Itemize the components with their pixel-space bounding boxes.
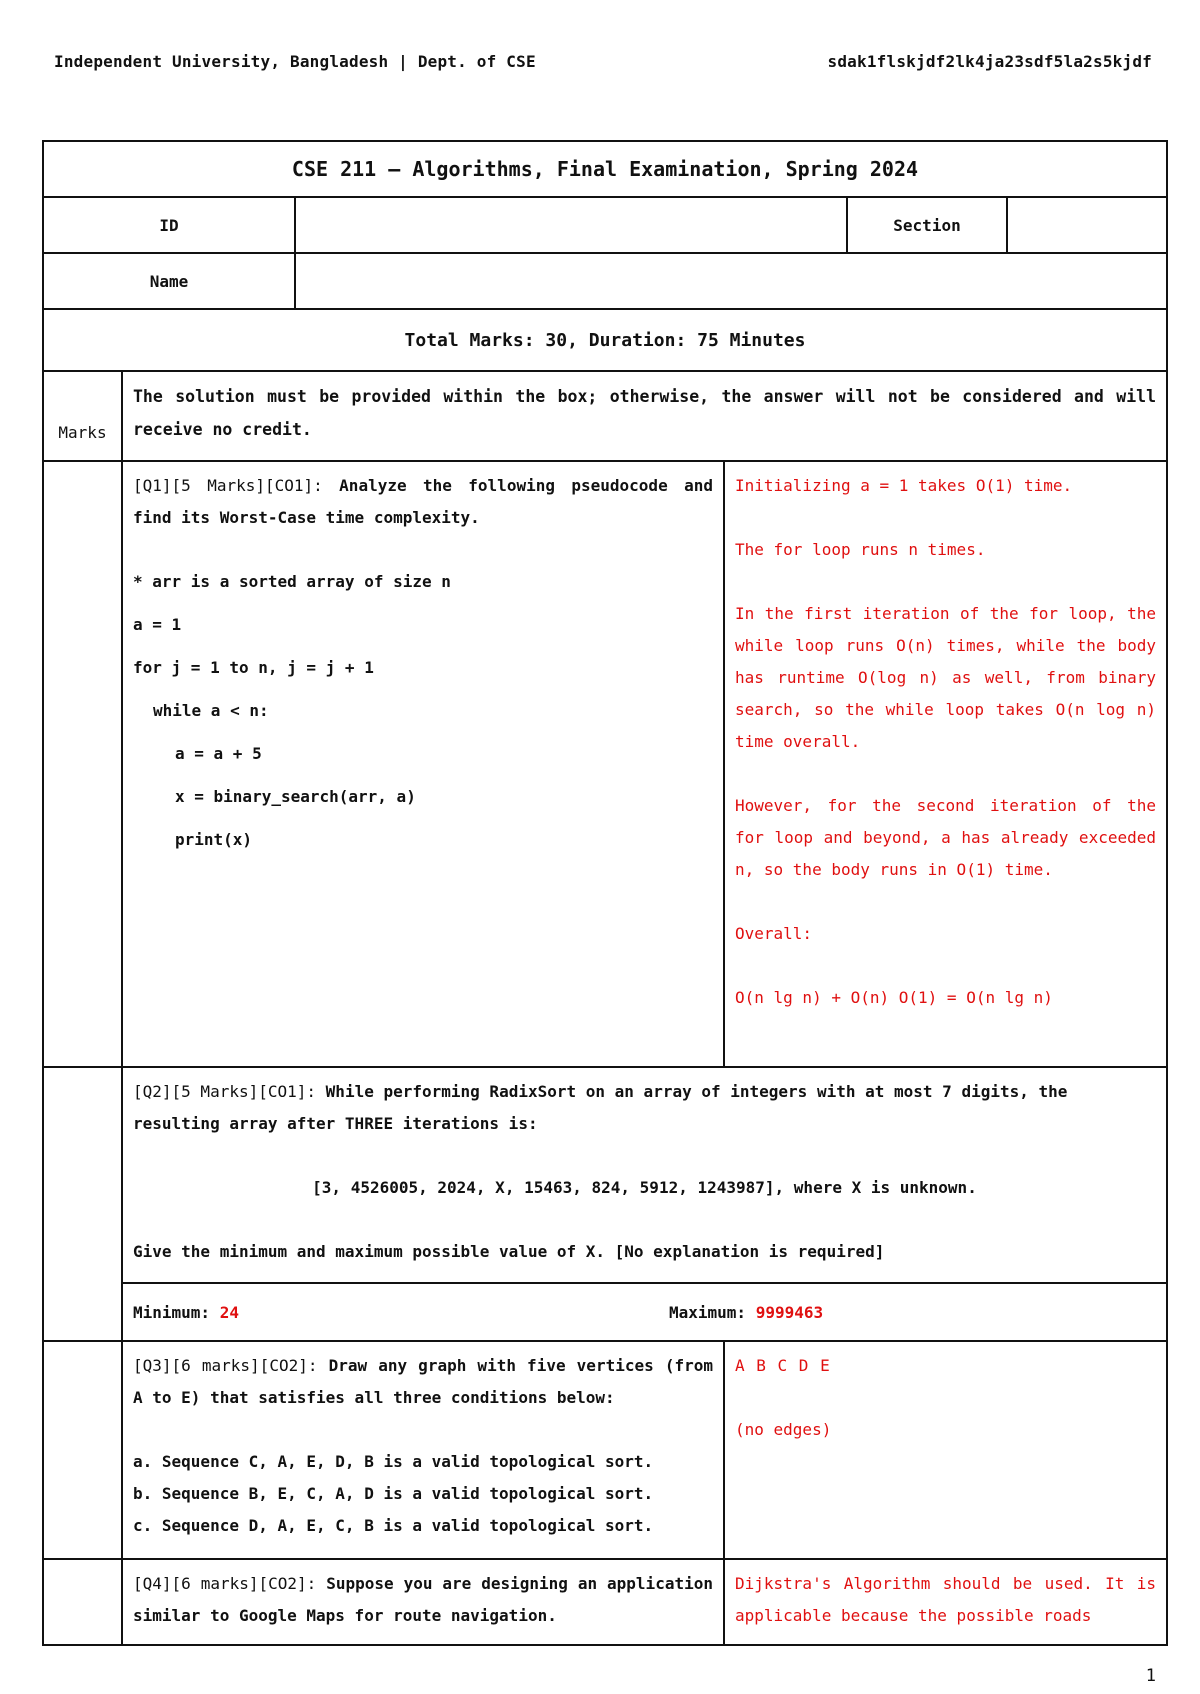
q2-minimum — [133, 1303, 669, 1322]
instructions-row — [44, 370, 1166, 460]
q2-answer — [123, 1282, 1166, 1340]
exam-title-text: CSE 211 – Algorithms, Final Examination, Spring 2024 — [291, 157, 919, 181]
exam-title — [44, 142, 1166, 196]
q2-min-value: 24 — [219, 1302, 239, 1322]
q1-answer-line: In the first iteration of the for loop, the while loop runs O(n) times, while the body has runtime O(log n) as well, from binary search, so the while loop takes O(n log n) time overall. — [735, 604, 1156, 751]
name-row — [44, 252, 1166, 308]
q4-answer: Dijkstra's Algorithm should be used. It is applicable because the possible roads — [723, 1560, 1166, 1644]
q2-min-label: Minimum: — [133, 1302, 211, 1322]
total-marks: Total Marks: 30, Duration: 75 Minutes — [404, 329, 806, 351]
q2-marks — [44, 1068, 121, 1340]
q3-condition: b. Sequence B, E, C, A, D is a valid topological sort. — [133, 1484, 654, 1503]
q4-marks — [44, 1560, 121, 1644]
q4-row — [44, 1558, 1166, 1644]
q2-maximum — [669, 1303, 823, 1322]
q1-question-text: Analyze the following pseudocode and find its Worst-Case time complexity. — [133, 476, 713, 527]
q1-answer-line: The for loop runs n times. — [735, 540, 986, 559]
header-code: sdak1flskjdf2lk4ja23sdf5la2s5kjdf — [827, 52, 1152, 71]
q3-answer-vertices: A B C D E — [735, 1356, 831, 1375]
q2-array: [3, 4526005, 2024, X, 15463, 824, 5912, 1243987], where X is unknown. — [312, 1178, 977, 1197]
q3-condition: c. Sequence D, A, E, C, B is a valid topological sort. — [133, 1516, 654, 1535]
q2-max-value: 9999463 — [755, 1302, 824, 1322]
id-field[interactable] — [294, 198, 846, 252]
id-row — [44, 196, 1166, 252]
q1-code-line: a = a + 5 — [175, 744, 262, 763]
page-number: 1 — [1145, 1666, 1156, 1686]
name-field[interactable] — [294, 254, 1166, 308]
q1-answer-line: O(n lg n) + O(n) O(1) = O(n lg n) — [735, 988, 1053, 1007]
q1-code-line: while a < n: — [153, 701, 269, 720]
q1-marks — [44, 462, 121, 1066]
section-label: Section — [846, 198, 1006, 252]
marks-label: Marks — [58, 423, 107, 442]
q4-question-text: Suppose you are designing an application similar to Google Maps for route navigation. — [133, 1574, 713, 1625]
q4-tag: [Q4][6 marks][CO2]: — [133, 1574, 317, 1593]
q2-row — [44, 1066, 1166, 1340]
q1-code-line: * arr is a sorted array of size n — [133, 572, 451, 591]
q2-tag: [Q2][5 Marks][CO1]: — [133, 1082, 317, 1101]
q1-answer-line: Initializing a = 1 takes O(1) time. — [735, 476, 1073, 495]
q1-answer — [723, 462, 1166, 1066]
q3-answer-note: (no edges) — [735, 1420, 832, 1439]
q1-code-line: print(x) — [175, 830, 253, 849]
q2-question — [123, 1068, 1166, 1282]
q1-question — [123, 462, 723, 1066]
q4-question — [123, 1560, 723, 1644]
name-label: Name — [149, 271, 189, 291]
q3-marks — [44, 1342, 121, 1558]
q3-question-text: Draw any graph with five vertices (from A to E) that satisfies all three conditions below: — [133, 1356, 713, 1407]
q1-code-line: x = binary_search(arr, a) — [175, 787, 416, 806]
q2-question-text: While performing RadixSort on an array of integers with at most 7 digits, the resulting array after THREE iterations is: — [133, 1082, 1068, 1133]
exam-sheet — [42, 140, 1168, 1646]
q1-code-line: for j = 1 to n, j = j + 1 — [133, 658, 374, 677]
instructions: The solution must be provided within the box; otherwise, the answer will not be considered and will receive no credit. — [121, 372, 1166, 460]
q3-question — [123, 1342, 723, 1558]
total-marks-row — [44, 308, 1166, 370]
q1-answer-line: Overall: — [735, 924, 813, 943]
header-institution: Independent University, Bangladesh | Dept. of CSE — [54, 52, 536, 71]
q2-instruction: Give the minimum and maximum possible value of X. [No explanation is required] — [133, 1242, 885, 1261]
q1-code-line: a = 1 — [133, 615, 182, 634]
q3-condition: a. Sequence C, A, E, D, B is a valid topological sort. — [133, 1452, 654, 1471]
marks-column-header — [44, 372, 121, 460]
section-field[interactable] — [1006, 198, 1166, 252]
id-label: ID — [159, 215, 179, 235]
q1-answer-line: However, for the second iteration of the for loop and beyond, a has already exceeded n, so the body runs in O(1) time. — [735, 796, 1156, 879]
q3-row — [44, 1340, 1166, 1558]
q3-answer — [723, 1342, 1166, 1558]
q3-tag: [Q3][6 marks][CO2]: — [133, 1356, 318, 1375]
q1-row — [44, 460, 1166, 1066]
q2-max-label: Maximum: — [669, 1302, 747, 1322]
q1-tag: [Q1][5 Marks][CO1]: — [133, 476, 323, 495]
